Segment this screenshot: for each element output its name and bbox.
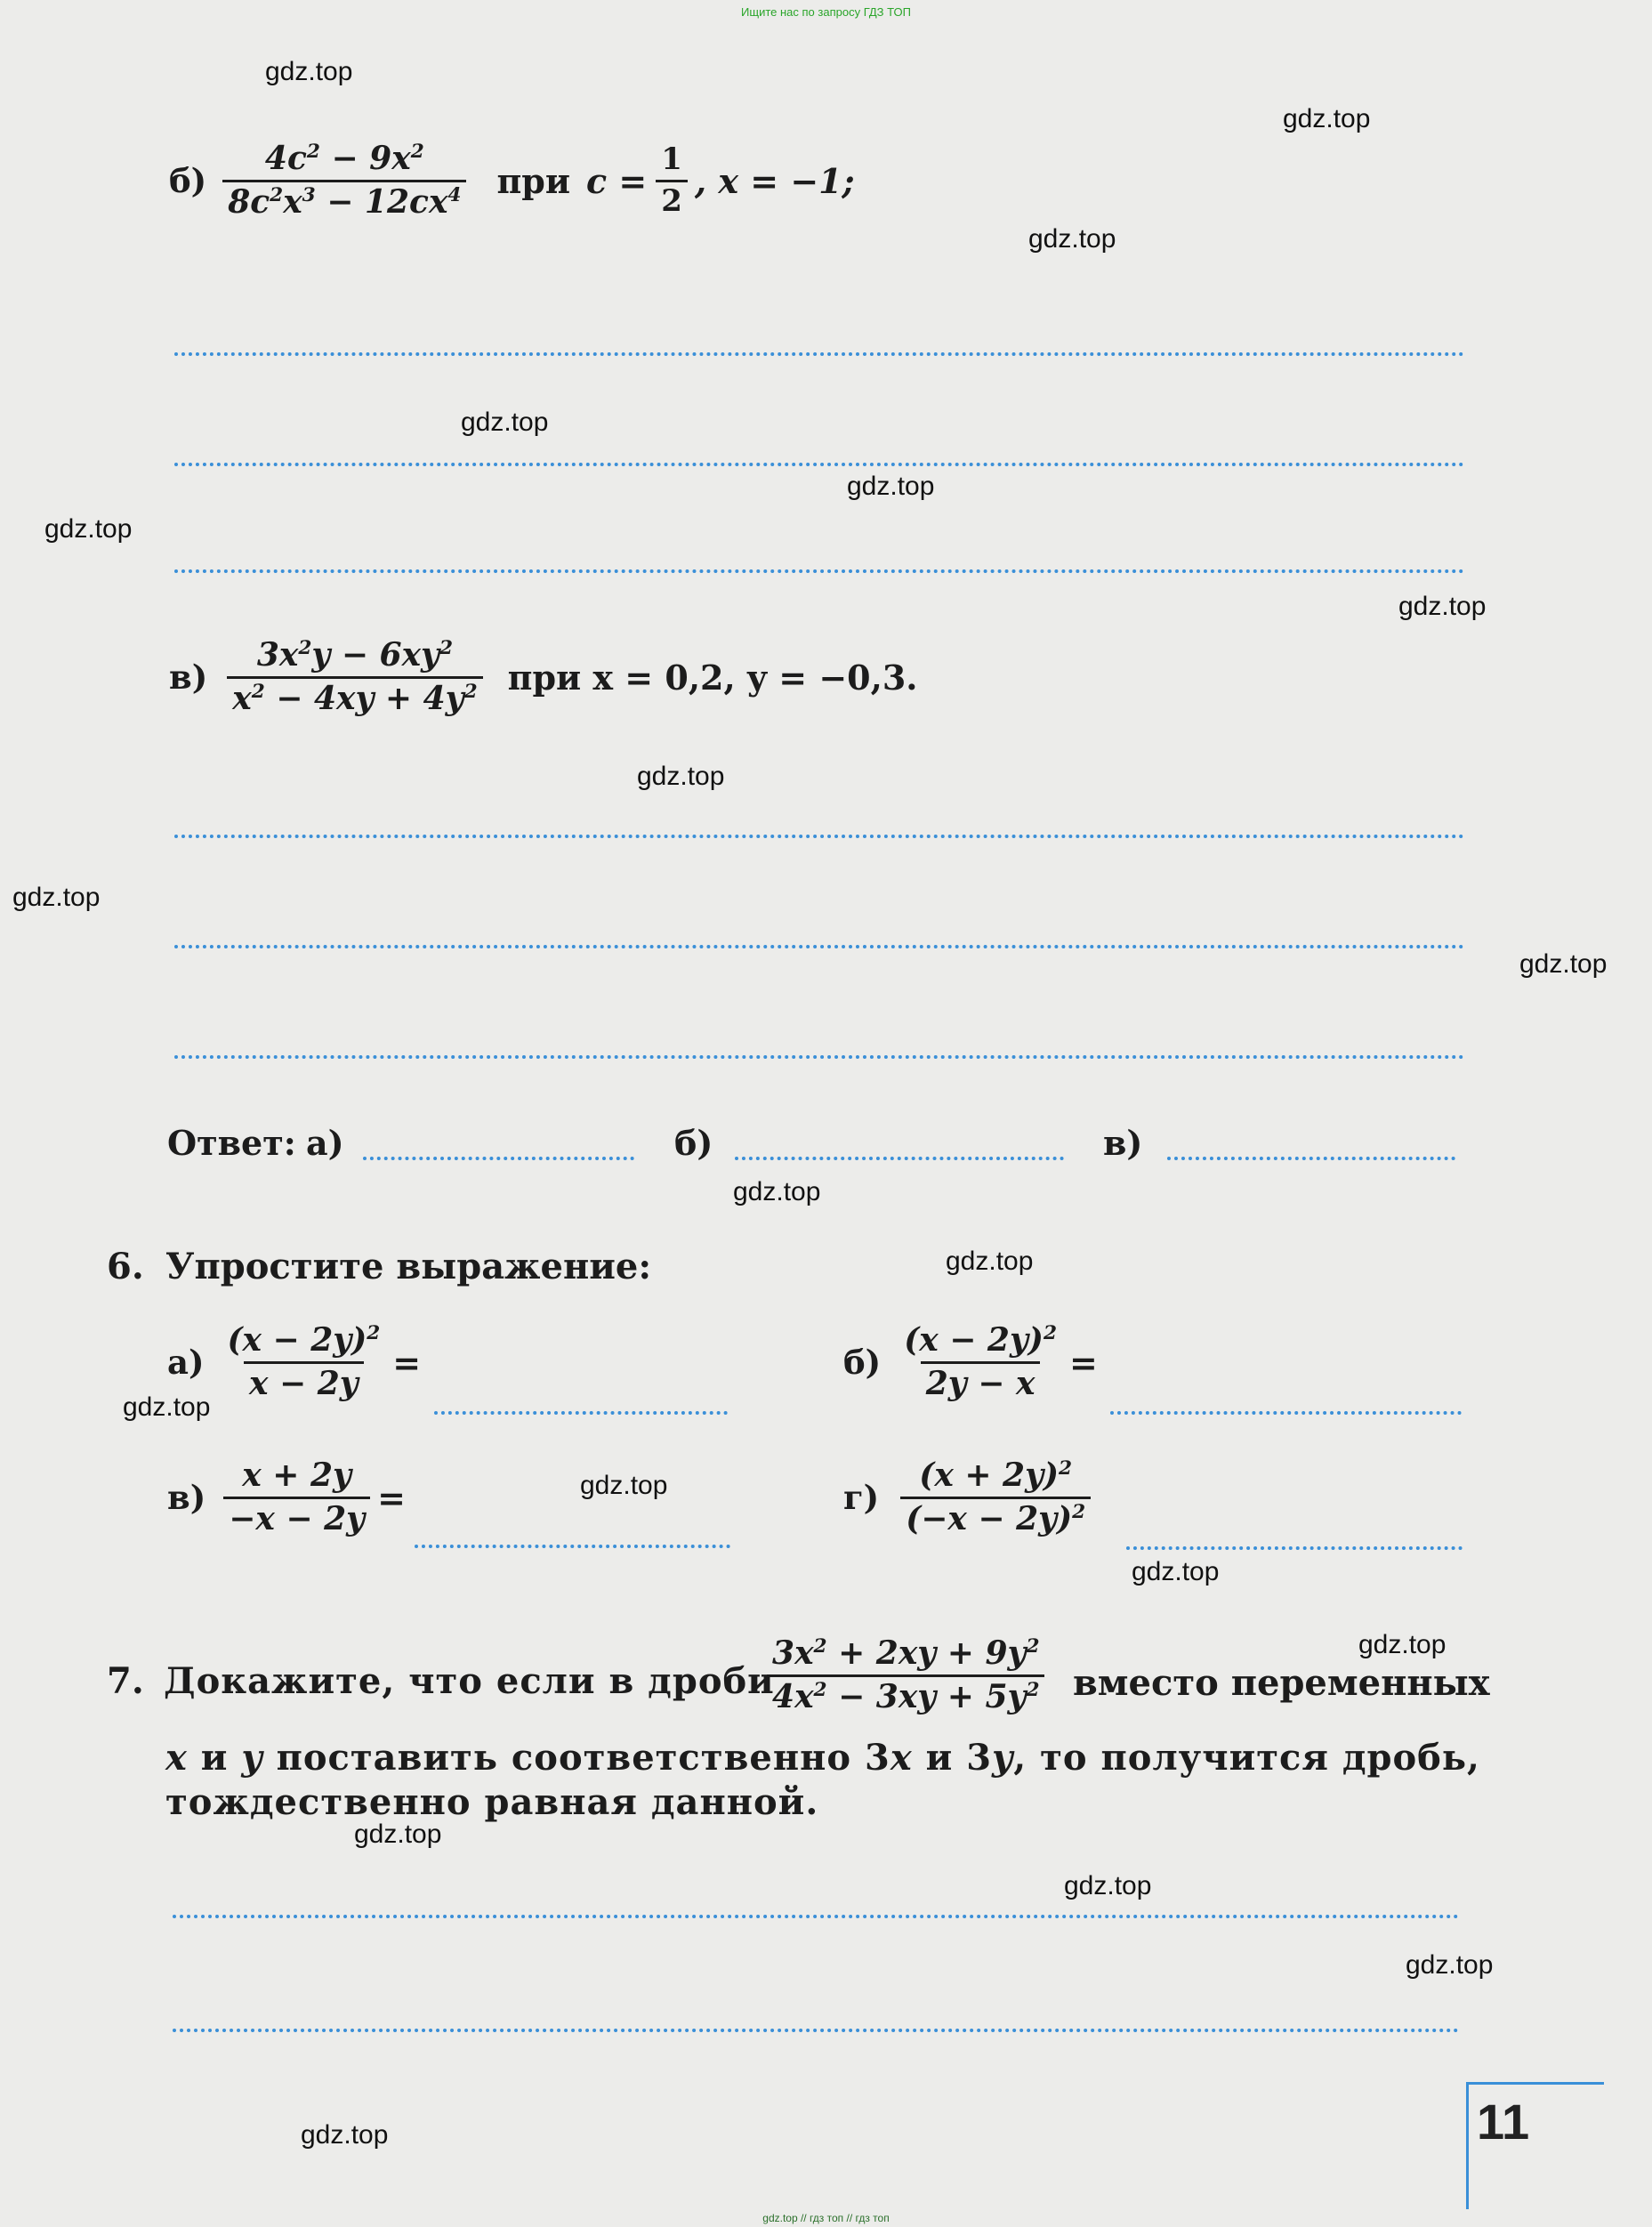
watermark: gdz.top: [847, 472, 935, 501]
page-number: 11: [1477, 2094, 1530, 2150]
watermark: gdz.top: [265, 57, 353, 86]
watermark: gdz.top: [123, 1392, 211, 1422]
task7-fraction: [767, 1634, 1044, 1715]
numerator: $3x^2 + 2xy + 9y^2$: [772, 1634, 1040, 1672]
watermark: gdz.top: [354, 1820, 442, 1849]
task7-fraction-wrap: [767, 1634, 1044, 1715]
answer-a-label: а): [306, 1123, 344, 1163]
task5b-numerator: $4c^2 - 9x^2$: [264, 140, 424, 177]
task6-item-a: [167, 1321, 422, 1402]
task6-g-label: г): [843, 1478, 880, 1518]
watermark: gdz.top: [1028, 224, 1116, 254]
task7-text-b: вместо переменных: [1073, 1662, 1490, 1704]
task5v-condition: при x = 0,2, y = −0,3.: [507, 657, 918, 698]
task5b-half: [656, 141, 688, 219]
watermark: gdz.top: [461, 407, 549, 437]
task6-title: Упростите выражение:: [165, 1246, 652, 1287]
numerator: $(x + 2y)^2$: [919, 1456, 1073, 1494]
denominator: $4x^2 - 3xy + 5y^2$: [767, 1674, 1044, 1715]
equals-sign: =: [377, 1477, 406, 1518]
task7-number: 7.: [107, 1660, 144, 1702]
watermark: gdz.top: [580, 1471, 668, 1500]
task7-line2: x и y поставить соответственно 3x и 3y, то получится дробь,: [165, 1737, 1480, 1779]
answer-line[interactable]: [174, 352, 1464, 356]
task6-b-fraction: [899, 1321, 1062, 1402]
denominator: 2y − x: [921, 1361, 1041, 1401]
answer-line[interactable]: [174, 463, 1464, 466]
task6-item-b: [843, 1321, 1098, 1402]
half-denominator: 2: [656, 180, 688, 218]
watermark: gdz.top: [44, 514, 133, 544]
answer-line[interactable]: [174, 835, 1464, 838]
task7-line3: тождественно равная данной.: [165, 1781, 819, 1823]
task5v-label: в): [169, 658, 208, 698]
answer-label: Ответ:: [167, 1123, 296, 1163]
task5v-expression: [169, 636, 918, 717]
watermark: gdz.top: [301, 2120, 389, 2150]
task6-item-v: [167, 1456, 406, 1537]
task6-b-answer-field[interactable]: [1110, 1411, 1462, 1415]
task5b-c-eq: c =: [586, 160, 648, 201]
answer-b-field[interactable]: [735, 1157, 1064, 1160]
watermark: gdz.top: [637, 762, 725, 791]
task6-number: 6.: [107, 1246, 144, 1287]
numerator: x + 2y: [242, 1456, 351, 1494]
watermark: gdz.top: [1132, 1557, 1220, 1586]
answer-line[interactable]: [174, 569, 1464, 573]
bottom-banner: gdz.top // гдз топ // гдз топ: [762, 2212, 890, 2224]
top-banner: Ищите нас по запросу ГДЗ ТОП: [741, 5, 911, 19]
task6-b-label: б): [843, 1343, 882, 1383]
watermark: gdz.top: [1064, 1871, 1152, 1900]
answer-a-field[interactable]: [363, 1157, 634, 1160]
equals-sign: =: [392, 1342, 422, 1383]
watermark: gdz.top: [1398, 592, 1487, 621]
task6-item-g: [843, 1456, 1091, 1537]
task5b-x-eq: , x = −1;: [694, 160, 855, 201]
task6-a-answer-field[interactable]: [434, 1411, 728, 1415]
task5b-denominator: $8c^2x^3 - 12cx^4$: [222, 180, 466, 220]
answer-line[interactable]: [174, 945, 1464, 948]
answer-v-field[interactable]: [1167, 1157, 1455, 1160]
task5v-fraction: [227, 636, 482, 717]
task6-g-answer-field[interactable]: [1126, 1546, 1463, 1550]
half-numerator: 1: [661, 141, 682, 178]
numerator: $(x - 2y)^2$: [227, 1321, 381, 1359]
answer-line[interactable]: [173, 2029, 1459, 2032]
answer-line[interactable]: [174, 1055, 1464, 1059]
task6-v-answer-field[interactable]: [415, 1545, 730, 1548]
task6-g-fraction: [900, 1456, 1091, 1537]
task6-a-fraction: [222, 1321, 385, 1402]
watermark: gdz.top: [1358, 1630, 1447, 1659]
task6-v-label: в): [167, 1478, 206, 1518]
task5b-fraction: [222, 142, 466, 220]
task7-text-a: Докажите, что если в дроби: [164, 1660, 775, 1702]
task5b-label: б): [169, 161, 207, 201]
watermark: gdz.top: [1283, 104, 1371, 133]
denominator: x − 2y: [244, 1361, 364, 1401]
task5v-numerator: $3x^2y - 6xy^2$: [256, 636, 454, 674]
watermark: gdz.top: [1519, 949, 1608, 979]
denominator: −x − 2y: [223, 1497, 370, 1537]
task5v-denominator: $x^2 - 4xy + 4y^2$: [227, 676, 482, 716]
answer-b-label: б): [674, 1123, 713, 1163]
answer-v-label: в): [1103, 1123, 1143, 1163]
task6-v-fraction: [223, 1456, 370, 1537]
task6-a-label: а): [167, 1343, 205, 1383]
numerator: $(x - 2y)^2$: [904, 1321, 1057, 1359]
answer-line[interactable]: [173, 1915, 1459, 1918]
watermark: gdz.top: [946, 1247, 1034, 1276]
watermark: gdz.top: [12, 883, 101, 912]
watermark: gdz.top: [733, 1177, 821, 1206]
task5b-expression: [169, 142, 855, 220]
equals-sign: =: [1068, 1342, 1098, 1383]
watermark: gdz.top: [1406, 1950, 1494, 1980]
denominator: $(-x - 2y)^2$: [900, 1497, 1091, 1537]
task5b-pri: при: [496, 160, 571, 201]
